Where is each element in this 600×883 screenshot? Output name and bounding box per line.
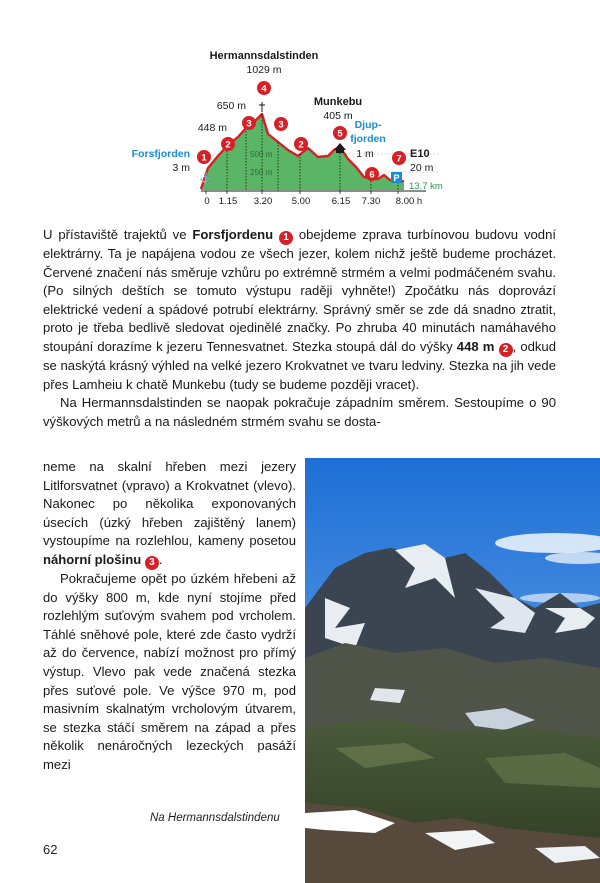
point-650-label: 650 m: [216, 100, 246, 112]
photo-caption: Na Hermannsdalstindenu: [150, 812, 280, 824]
waypoint-marker: 2: [499, 343, 513, 357]
parking-label: P: [393, 173, 400, 183]
page-number: 62: [43, 842, 58, 857]
forsfjorden-bold: Forsfjordenu: [192, 227, 274, 242]
svg-text:3: 3: [278, 119, 284, 131]
plateau-bold: náhorní plošinu: [43, 551, 142, 567]
svg-text:2: 2: [298, 139, 304, 151]
e10-name: E10: [410, 148, 430, 160]
forsfjorden-name: Forsfjorden: [131, 148, 190, 160]
grid-label-250: 250 m: [250, 168, 273, 177]
time-label: 0: [204, 196, 210, 207]
time-label: 5.00: [291, 196, 311, 207]
waypoint-marker: [333, 126, 347, 140]
time-label: 8.00 h: [395, 196, 423, 207]
munkebu-name: Munkebu: [313, 96, 363, 108]
djupfjorden-name-2: fjorden: [350, 133, 386, 145]
waypoint-marker: [221, 137, 235, 151]
altitude-bold: 448 m: [456, 338, 495, 354]
distance-label: 13.7 km: [409, 181, 443, 192]
paragraph-2-cont: neme na skalní hřeben mezi jezery Litlforsvatnet (vpravo) a Krokvatnet (vlevo). Nakonec po několika exponovaných úsecích (úzký hřeben zajištěný lanem) vystoupíme na rozlehlou, kameny posetou náhorní plošinu 3 .: [43, 459, 296, 568]
waypoint-marker: [257, 81, 271, 95]
djupfjorden-name-1: Djup-: [354, 119, 382, 131]
svg-text:6: 6: [369, 169, 375, 181]
svg-text:7: 7: [396, 153, 402, 165]
svg-text:3: 3: [246, 118, 252, 130]
paragraph-3: Pokračujeme opět po úzkém hřebeni až do výšky 800 m, kde nyní stojíme před rozlehlým suťovým svahem pod vrcholem. Táhlé sněhové pole, které zde často vydrží až do července, nabízí možnost pro přímý výstup. Vlevo pak vede značená stezka přes suťové pole. Ve výšce 970 m, pod masivním skalnatým vrcholovým útvarem, se stezka stáčí směrem na západ a přes několik nenáročných lezeckých pasáží mezi: [43, 570, 296, 772]
svg-text:4: 4: [261, 83, 267, 95]
time-label: 3.20: [253, 196, 273, 207]
waypoint-marker: [197, 150, 211, 164]
waypoint-marker: [242, 116, 256, 130]
time-label: 1.15: [218, 196, 238, 207]
text-full-width: [43, 226, 556, 431]
waypoint-marker: [365, 167, 379, 181]
forsfjorden-altitude: 3 m: [172, 162, 190, 174]
waypoint-marker: [392, 151, 406, 165]
summit-name: Hermannsdalstinden: [209, 50, 319, 62]
elevation-profile: [128, 44, 444, 208]
paragraph-1: U přístaviště trajektů ve Forsfjordenu 1 obejdeme zprava turbínovou budovu vodní elektrárny. Ta je napájena vodou ze všech jezer, kolem nichž ještě budeme procházet. Červené značení nás směruje vzhůru po extrémně strmém a velmi podmáčeném svahu. (Po silných deštích se tomuto výstupu raději vyhněte!) Zpočátku nás doprovází elektrické vedení a spádové potrubí elektrárny. Správný směr se zde dá snadno ztratit, proto je třeba bedlivě sledovat ojedinělé značky. Po zhruba 40 minutách namáhavého stoupání dorazíme k jezeru Tennesvatnet. Stezka stoupá dál do výšky 448 m 2 , odkud se naskýtá krásný výhled na velké jezero Krokvatnet ve tvaru ledviny. Stezka na jih vede přes Lamheiu k chatě Munkebu (tudy se budeme později vracet).: [43, 227, 556, 392]
munkebu-altitude: 405 m: [323, 110, 353, 122]
svg-text:1: 1: [201, 152, 207, 164]
grid-label-500: 500 m: [250, 150, 273, 159]
text-left-column: [43, 458, 296, 775]
svg-text:5: 5: [337, 128, 343, 140]
waypoint-marker: [274, 117, 288, 131]
summit-altitude: 1029 m: [246, 64, 282, 76]
svg-text:2: 2: [225, 139, 231, 151]
time-label: 6.15: [331, 196, 351, 207]
point-448-label: 448 m: [197, 122, 227, 134]
paragraph-2: Na Hermannsdalstinden se naopak pokračuje západním směrem. Sestoupíme o 90 výškových metrů a na následném strmém svahu se dosta-: [43, 395, 556, 429]
waypoint-marker: 3: [145, 556, 159, 570]
waypoint-marker: 1: [279, 231, 293, 245]
anchor-icon: ⚓: [199, 173, 213, 184]
waypoint-marker: [294, 137, 308, 151]
djupfjorden-altitude: 1 m: [356, 148, 374, 160]
time-label: 7.30: [361, 196, 381, 207]
mountain-photo: [305, 458, 600, 883]
e10-altitude: 20 m: [410, 162, 434, 174]
